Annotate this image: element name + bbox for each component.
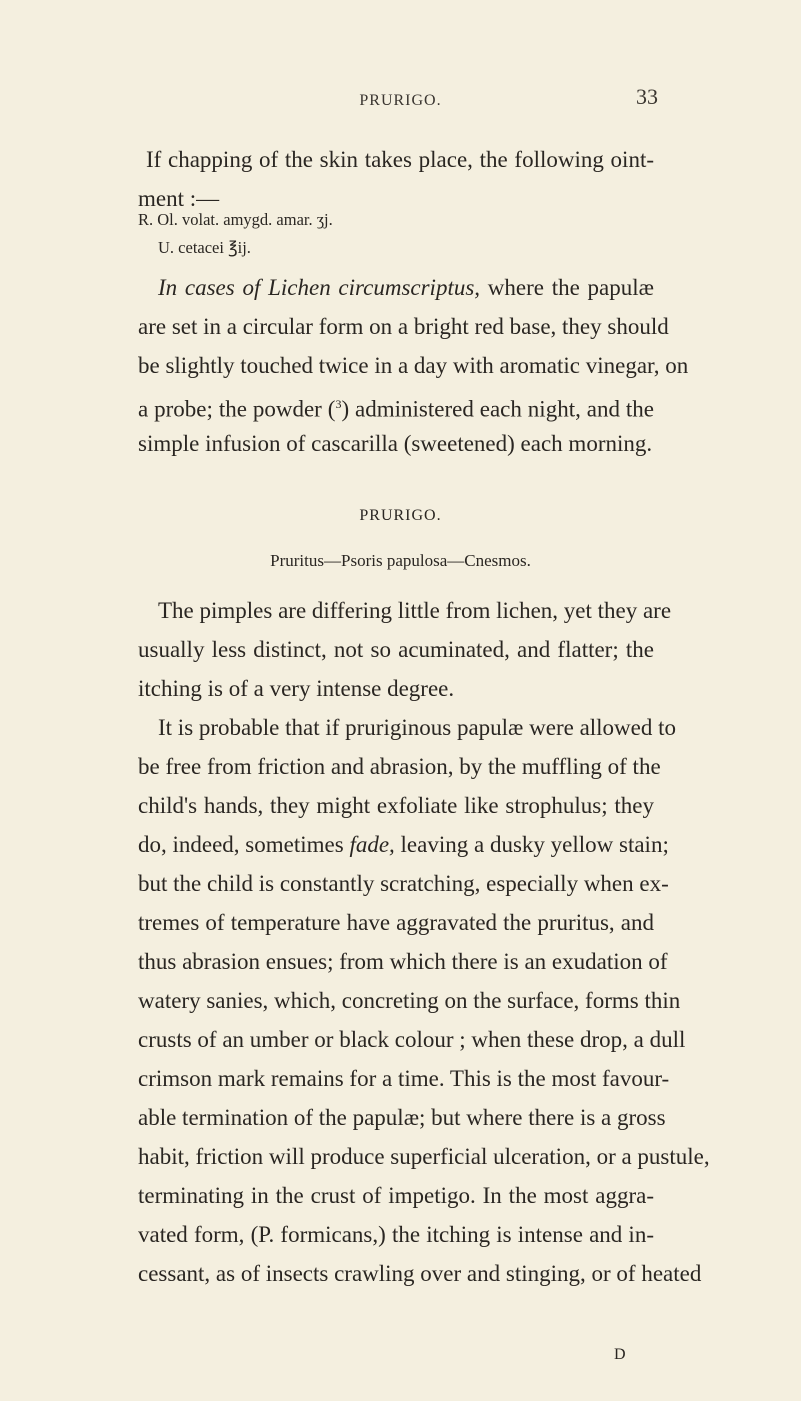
text-line: If chapping of the skin takes place, the following oint- (146, 147, 654, 172)
italic-phrase: In cases of Lichen circumscriptus, (158, 275, 481, 300)
text-line: be free from friction and abrasion, by the muffling of the (138, 754, 661, 779)
footnote-ref: 3 (335, 397, 342, 411)
text-span: ) administered each night, and the (341, 396, 655, 422)
italic-word: fade, (349, 832, 395, 857)
prescription (138, 206, 333, 262)
text-span: do, indeed, sometimes (138, 832, 350, 857)
text-line: thus abrasion ensues; from which there is an exudation of (138, 949, 668, 974)
text-line (138, 268, 654, 307)
text-span: leaving a dusky yellow stain; (394, 832, 669, 857)
text-line: crusts of an umber or black colour ; when these drop, a dull (138, 1027, 686, 1052)
lichen-paragraph (138, 268, 689, 463)
text-line: terminating in the crust of impetigo. In the most aggra- (138, 1183, 654, 1208)
paragraph (138, 708, 710, 1293)
text-line: be slightly touched twice in a day with aromatic vinegar, on (138, 353, 689, 378)
text-line: cessant, as of insects crawling over and stinging, or of heated (138, 1261, 702, 1286)
text-line: simple infusion of cascarilla (sweetened) each morning. (138, 431, 653, 456)
prescription-line: R. Ol. volat. amygd. amar. ʒj. (138, 210, 333, 229)
section-heading: PRURIGO. (359, 507, 442, 524)
text-line: itching is of a very intense degree. (138, 676, 455, 701)
text-span: where the papulæ (480, 275, 654, 300)
text-line: It is probable that if pruriginous papulæ were allowed to (158, 715, 677, 740)
text-line: tremes of temperature have aggravated the pruritus, and (138, 910, 654, 935)
running-head: PRURIGO. (359, 92, 442, 109)
paragraph (138, 591, 672, 708)
prescription-line: U. cetacei ℥ij. (158, 238, 251, 257)
text-span: a probe; the powder ( (138, 396, 336, 422)
text-line: crimson mark remains for a time. This is the most favour- (138, 1066, 670, 1091)
text-line (138, 385, 654, 424)
page-number: 33 (636, 84, 658, 109)
text-line: watery sanies, which, concreting on the surface, forms thin (138, 988, 681, 1013)
text-line: vated form, (P. formicans,) the itching is intense and in- (138, 1222, 654, 1247)
text-line: child's hands, they might exfoliate like strophulus; they (138, 793, 654, 818)
synonyms-line: Pruritus—Psoris papulosa—Cnesmos. (270, 551, 531, 570)
text-line: are set in a circular form on a bright red base, they should (138, 314, 669, 339)
text-line: but the child is constantly scratching, especially when ex- (138, 871, 669, 896)
text-line: usually less distinct, not so acuminated, and flatter; the (138, 637, 654, 662)
text-line: habit, friction will produce superficial ulceration, or a pustule, (138, 1144, 710, 1169)
text-line: able termination of the papulæ; but where there is a gross (138, 1105, 666, 1130)
text-line: ment :— (138, 186, 220, 211)
text-line: The pimples are differing little from lichen, yet they are (158, 598, 672, 623)
text-line (138, 825, 669, 864)
signature-mark: D (614, 1346, 626, 1363)
